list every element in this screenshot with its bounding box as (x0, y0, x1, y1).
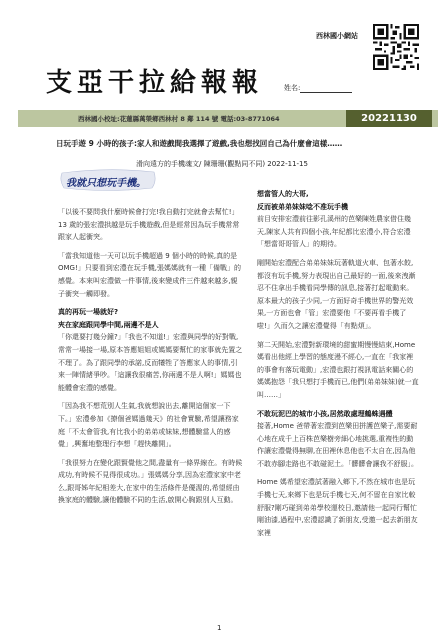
article-title-text: 我就只想玩手機。 (66, 178, 146, 189)
school-website-label[interactable]: 西林國小網站 (316, 32, 358, 40)
paragraph: Home 媽希望宏澧試著融入鄉下,不然在城市也是玩手機七天,來鄉下也是玩手機七天,何不留在自家比較舒服?剛巧碰到弟弟學校運校日,邀請他一起同行幫忙剛油漆,過程中,宏澧認識了新朋友,受邀一起去新朋友家裡 (257, 478, 418, 537)
article-byline: 滑向遠方的手機魂文/ 陳珊珊(觀點同不同) 2022-11-15 (136, 160, 308, 168)
subheading: 夾在家庭跟同學中間,兩邊不是人 (58, 320, 159, 329)
paragraph: 「因為我不想荒別人生氣,我就想說出去,離開這個家一下下。」宏澧參加《撩個爸媽過幾天》的社會實驗,希望讓務家庭「不太會管我,有比我小的弟弟或妹妹,想體驗當人的感覺」,興奮地整理行李想「趕快離開」。 (58, 402, 239, 449)
subheading: 不敢玩泥巴的城市小孩,居然敢處理鶴蛛遇體 (257, 409, 393, 418)
school-info-bar (18, 110, 438, 127)
right-column (257, 188, 419, 539)
issue-date: 20221130 (346, 110, 432, 127)
subheading: 真的再玩一場就好? (58, 308, 119, 317)
name-blank-line[interactable] (300, 85, 352, 93)
paragraph: 「你還要打幾分鐘?」「我也不知道!」宏澧與同學的好對戰,常常一場接一場,原本答應姐姐或媽媽要幫忙的家事就先置之不理了。為了跟同學的承諾,反而犧牲了答應家人的事情,引來一陣情緒爭吵。「這讓我很痛苦,你兩邊不是人啊!」媽媽也能體會宏澧的感覺。 (58, 333, 243, 392)
qr-code-icon[interactable] (373, 24, 419, 70)
school-address: 西林國小校址:花蓮縣萬榮鄉西林村 8 鄰 114 號 電話:03-8771064 (78, 115, 280, 123)
paragraph: 第二天開始,宏澧對新環境的甜蜜期慢慢結束,Home 媽看出他經上學習的態度漫不經心,一直在「我家裡的事會有落玩電動」,宏澧也跟打視訊電話來關心的媽媽抱怨「我只想打手機而已,他們(弟弟妹妹)就一直叫……」 (257, 340, 419, 399)
paragraph: 「我很努力在變化跟賢覺他之間,盡量有一條界線在。有時候成功,有時候不見得很成功。」張媽媽分享,因為宏澧家家中老么,跟哥姊年紀相差大,在家中的生活條件是優渥的,希望經由換家庭的體驗,讓他體驗不同的生活,啟開心胸跟別人互動。 (58, 458, 243, 505)
paragraph: 「以後不要問我什麼時候會打完!我自動打完就會去幫忙!」13 歲的張宏澧拱越是玩手機遊戲,但是經常因為玩手機常常跟家人起衝突。 (58, 208, 240, 242)
paragraph: 前目安排宏澧前往影孔溪州的芭樂陳姓農家借住幾天,陳家人共有四個小孩,年紀都比宏澧小,符合宏澧「想當哥哥管人」的期待。 (257, 215, 411, 249)
paragraph: 接著,Home 爸帶著宏澧到芭樂田拼護芭樂子,需要耐心地在成千上百株芭樂樹旁細心地挑選,重複性的動作讓宏澧覺得無聊,在田裡休息他也不太自在,因為他不敢赤腳走路也不敢碰泥土。「髒髒會讓我不舒服」。 (257, 422, 418, 468)
page-number: 1 (217, 624, 222, 632)
left-column (58, 206, 244, 507)
name-field[interactable] (284, 83, 352, 93)
article-headline: 日玩手遊 9 小時的孩子:家人和遊戲間我選擇了遊戲,我也想找回自己為什麼會這樣…… (56, 139, 343, 148)
paragraph: 「當我知道他一天可以玩手機超過 9 個小時的時候,真的是 OMG!」只要看到宏澧在玩手機,張媽媽就有一種「備戰」的感覺。本來叫宏澧做一件事情,後來變成件三件越來越多,親子衝突一觸即發。 (58, 251, 242, 298)
name-label: 姓名: (284, 84, 301, 92)
newsletter-title: 支亞干拉給報報 (46, 68, 264, 98)
subheading: 想當管人的大哥, (257, 190, 309, 198)
paragraph: 剛開始宏澧配合弟弟妹妹玩著軌道火車、包著水餃,都沒有玩手機,努力表現出自己最好的一面,後來洩漸忍不住拿出手機看同學傳的訊息,接著打起電動來。原本最大的孩子少同,一方面好奇手機世界的警光效果,一方面也會「管」宏澧要他「不要再看手機了啦!」久而久之讓宏澧覺得「有點煩」。 (257, 258, 416, 330)
subheading: 反而被弟弟妹妹唸不准玩手機 (257, 202, 348, 211)
